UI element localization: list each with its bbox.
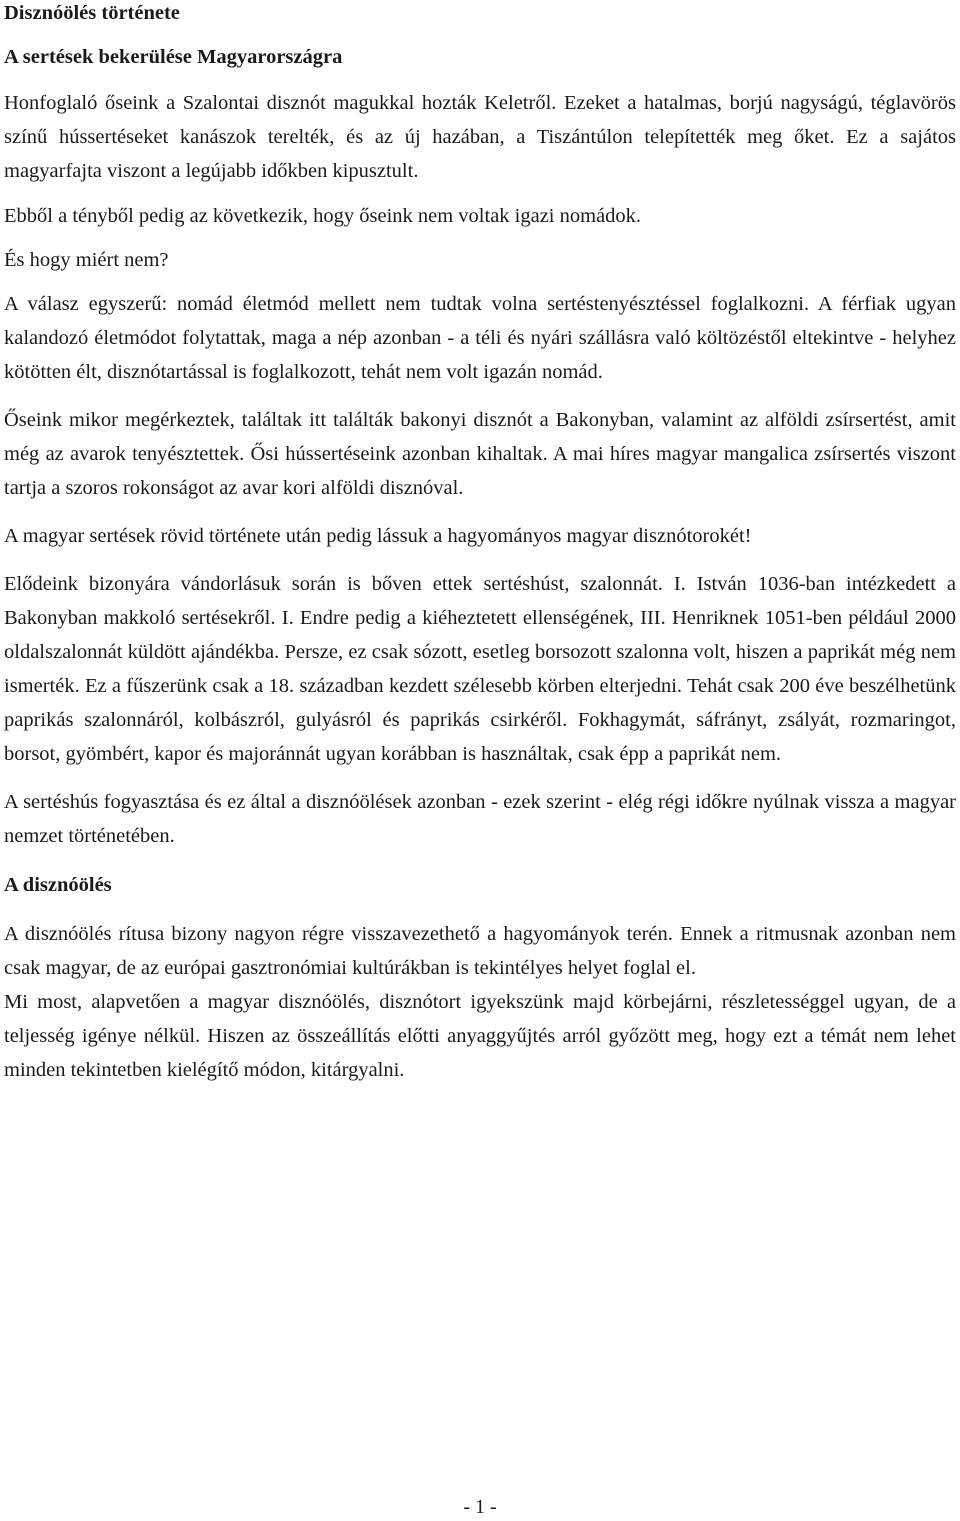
paragraph-valasz: A válasz egyszerű: nomád életmód mellett nem tudtak volna sertéstenyésztéssel foglalkozni. A férfiak ugyan kalandozó életmódot folytattak, maga a nép azonban - a téli és nyári szállásra való költözéstől eltekintve - helyhez kötötten élt, disznótartással is foglalkozott, tehát nem volt igazán nomád.	[4, 293, 956, 383]
paragraph-disznotor-intro: A magyar sertések rövid története után pedig lássuk a hagyományos magyar disznótorokét!	[4, 525, 752, 547]
paragraph-serteshus: A sertéshús fogyasztása és ez által a disznóölések azonban - ezek szerint - elég régi időkre nyúlnak vissza a magyar nemzet történetében.	[4, 791, 956, 847]
section-heading-pigs-arrival: A sertések bekerülése Magyarországra	[4, 46, 343, 68]
section-heading-disznooles: A disznóölés	[4, 874, 112, 896]
paragraph-nomadok: Ebből a tényből pedig az következik, hogy őseink nem voltak igazi nomádok.	[4, 205, 642, 227]
paragraph-oseink: Őseink mikor megérkeztek, találtak itt találták bakonyi disznót a Bakonyban, valamint az alföldi zsírsertést, amit még az avarok tenyésztettek. Ősi hússertéseink azonban kihaltak. A mai híres magyar mangalica zsírsertés viszont tartja a szoros rokonságot az avar kori alföldi disznóval.	[4, 409, 956, 499]
paragraph-honfoglalo: Honfoglaló őseink a Szalontai disznót magukkal hozták Keletről. Ezeket a hatalmas, borjú nagyságú, téglavörös színű hússertéseket kanászok terelték, és az új hazában, a Tiszántúlon telepítették meg őket. Ez a sajátos magyarfajta viszont a legújabb időkben kipusztult.	[4, 92, 956, 182]
paragraph-ritusa: A disznóölés rítusa bizony nagyon régre visszavezethető a hagyományok terén. Ennek a ritmusnak azonban nem csak magyar, de az európai gasztronómiai kultúrákban is tekintélyes helyet foglal el.	[4, 923, 956, 979]
paragraph-mi-most: Mi most, alapvetően a magyar disznóölés, disznótort igyekszünk majd körbejárni, részletességgel ugyan, de a teljesség igénye nélkül. Hiszen az összeállítás előtti anyaggyűjtés arról győzött meg, hogy ezt a témát nem lehet minden tekintetben kielégítő módon, kitárgyalni.	[4, 991, 956, 1081]
paragraph-miert-nem: És hogy miért nem?	[4, 249, 169, 271]
document-page	[4, 0, 956, 1087]
paragraph-elodeink: Elődeink bizonyára vándorlásuk során is bőven ettek sertéshúst, szalonnát. I. István 1036-ban intézkedett a Bakonyban makkoló sertésekről. I. Endre pedig a kiéheztetett ellenségének, III. Henriknek 1051-ben például 2000 oldalszalonnát küldött ajándékba. Persze, ez csak sózott, esetleg borsozott szalonna volt, hiszen a paprikát még nem ismerték. Ez a fűszerünk csak a 18. században kezdett szélesebb körben elterjedni. Tehát csak 200 éve beszélhetünk paprikás szalonnáról, kolbászról, gulyásról és paprikás csirkéről. Fokhagymát, sáfrányt, zsályát, rozmaringot, borsot, gyömbért, kapor és majoránnát ugyan korábban is használtak, csak épp a paprikát nem.	[4, 573, 956, 765]
document-title: Disznóölés története	[4, 2, 180, 24]
page-number: - 1 -	[463, 1496, 497, 1518]
